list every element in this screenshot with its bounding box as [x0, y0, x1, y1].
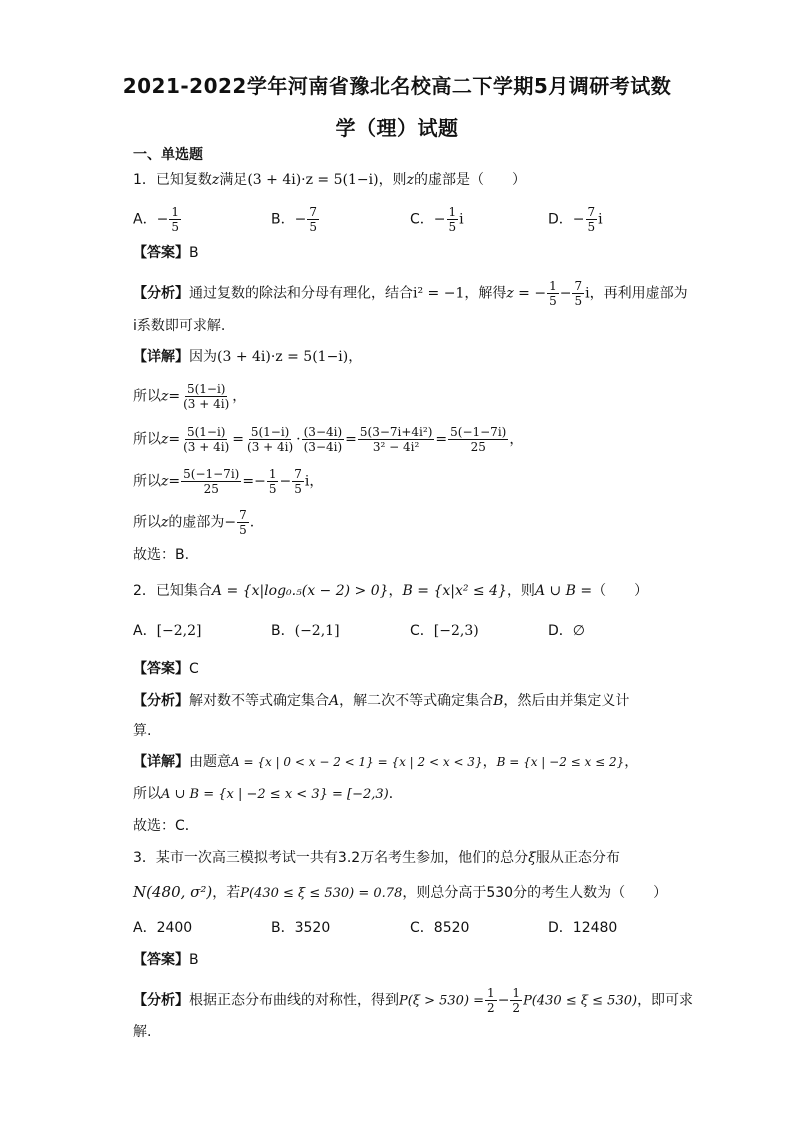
q2-conclusion: 故选：C． [133, 818, 199, 834]
so-text: 所以 [133, 514, 161, 531]
q3-normal-dist: N(480, σ²) [133, 883, 213, 901]
q2-option-a-value: [−2,2] [156, 623, 202, 639]
q1-analysis-cont: i系数即可求解. [133, 318, 226, 334]
frac-den: 5 [294, 482, 302, 496]
q3-option-a [133, 918, 192, 938]
q1-option-b-sign: − [294, 211, 307, 228]
analysis-set-b: B [493, 693, 504, 709]
q3-analysis [133, 986, 693, 1015]
frac-num: (3−4i) [303, 425, 343, 439]
step3-frac-2 [245, 425, 295, 454]
analysis-frac-1 [547, 279, 559, 308]
q3-stem-4: ，则总分高于530分的考生人数为（ ） [402, 885, 668, 901]
q2-set-a: A = {x|log₀.₅(x − 2) > 0} [211, 583, 389, 599]
q2-analysis-cont: 算. [133, 723, 152, 739]
eq-sign: = [168, 431, 181, 448]
step3-frac-1 [181, 425, 231, 454]
q3-stem-2: 服从正态分布 [535, 850, 620, 866]
frac-den: 25 [203, 482, 219, 496]
frac-den: (3 + 4i) [247, 440, 294, 454]
analysis-z: z = − [506, 285, 547, 302]
analysis-i: i [585, 285, 590, 302]
analysis-frac-2 [572, 279, 584, 308]
frac-den: 5 [448, 220, 457, 234]
q1-stem-c: ，则 [378, 172, 407, 188]
eq-sign: = [242, 473, 255, 490]
analysis-tag: 【分析】 [133, 285, 189, 302]
detail-equation-a: A = {x | 0 < x − 2 < 1} = {x | 2 < x < 3} [231, 755, 483, 769]
frac-num: 5(3−7i+4i²) [359, 425, 433, 439]
analysis-text-1: 解对数不等式确定集合 [189, 693, 329, 709]
step3-frac-5 [448, 425, 508, 454]
so-text: 所以 [133, 786, 161, 802]
q1-step-2 [133, 382, 246, 411]
frac-den: (3 + 4i) [183, 440, 230, 454]
q1-equation: (3 + 4i)·z = 5(1−i) [247, 172, 379, 188]
detail-sep: ， [482, 754, 497, 770]
q1-option-a-sign: − [156, 211, 169, 228]
step3-frac-4 [358, 425, 435, 454]
q1-option-a-frac [169, 205, 181, 234]
analysis-text-2: ，即可求 [637, 992, 694, 1009]
frac-den: 25 [470, 440, 486, 454]
answer-value: B [189, 952, 199, 968]
q2-option-d [548, 621, 585, 641]
q3-stem-line-2 [133, 882, 667, 904]
frac-num: 1 [549, 279, 557, 293]
detail-text-1: 因为 [189, 349, 217, 365]
q2-stem [133, 581, 648, 601]
frac-den: 3² − 4i² [372, 440, 420, 454]
q1-option-c-suffix: i [459, 211, 464, 228]
q1-option-b [271, 205, 320, 234]
q3-stem-line-1 [133, 848, 620, 868]
q1-stem [133, 170, 526, 190]
detail-tag: 【详解】 [133, 349, 189, 365]
frac-num: 5(1−i) [186, 425, 226, 439]
q3-answer [133, 950, 199, 970]
z-var: z [161, 514, 169, 531]
detail-equation-1: (3 + 4i)·z = 5(1−i) [217, 349, 349, 365]
answer-value: C [189, 661, 199, 677]
frac-den: 5 [549, 294, 557, 308]
q1-option-c [410, 205, 464, 234]
q1-var-2: z [406, 172, 414, 188]
analysis-set-a: A [329, 693, 340, 709]
q1-option-d-label: D． [548, 211, 573, 228]
q1-option-d-sign: − [572, 211, 585, 228]
q2-option-d-label: D． [548, 623, 573, 639]
q2-union-line [133, 784, 403, 805]
frac-den: 5 [587, 220, 596, 234]
eq-sign: = [345, 431, 357, 448]
q1-stem-b: 满足 [219, 172, 248, 188]
period: ． [388, 786, 403, 802]
q2-option-a-label: A． [133, 623, 157, 639]
q2-option-b-value: (−2,1] [294, 623, 340, 639]
q1-stem-d: 的虚部是（ ） [413, 172, 526, 188]
q3-option-b-value: 3520 [294, 920, 331, 936]
frac-num: 1 [487, 986, 495, 1000]
frac-num: 1 [512, 986, 521, 1000]
z-var: z [161, 388, 169, 405]
frac-den: (3 + 4i) [183, 397, 230, 411]
so-text: 所以 [133, 431, 161, 448]
detail-comma: ， [348, 349, 363, 365]
doc-title-line-2: 学（理）试题 [335, 116, 459, 140]
so-text: 所以 [133, 473, 161, 490]
q3-option-b-label: B． [271, 920, 295, 936]
q1-detail [133, 347, 362, 367]
answer-tag: 【答案】 [133, 952, 189, 968]
q2-option-b [271, 621, 340, 641]
frac-num: 5(−1−7i) [183, 467, 240, 481]
eq-sign: = [168, 473, 181, 490]
q3-probability: P(430 ≤ ξ ≤ 530) = 0.78 [240, 886, 403, 901]
q1-option-a-label: A． [133, 211, 157, 228]
minus: − [279, 473, 292, 490]
step3-frac-3 [302, 425, 345, 454]
answer-value: B [189, 245, 199, 261]
q2-set-b: B = {x|x² ≤ 4} [402, 583, 507, 599]
frac-num: 5(1−i) [186, 382, 226, 396]
step4-frac-2 [267, 467, 279, 496]
detail-end: ， [624, 754, 639, 770]
q2-option-a [133, 621, 202, 641]
q2-option-c-label: C． [410, 623, 434, 639]
frac-num: 7 [309, 205, 317, 219]
analysis-prob-2: P(430 ≤ ξ ≤ 530) [523, 993, 638, 1009]
q3-option-d-value: 12480 [572, 920, 618, 936]
q3-analysis-cont: 解. [133, 1024, 152, 1040]
frac-den: 5 [574, 294, 583, 308]
detail-tag: 【详解】 [133, 754, 189, 770]
q2-sep: ， [388, 583, 403, 599]
step4-frac-1 [181, 467, 241, 496]
analysis-text-1: 通过复数的除法和分母有理化，结合 [189, 285, 413, 302]
frac-num: 7 [239, 508, 247, 522]
q1-stem-a: 1．已知复数 [133, 172, 212, 188]
q3-xi: ξ [528, 850, 536, 866]
step4-frac-3 [292, 467, 304, 496]
q2-union: A ∪ B = [534, 583, 593, 599]
period: . [249, 514, 255, 531]
q2-option-d-value: ∅ [572, 623, 585, 639]
analysis-minus: − [497, 992, 510, 1009]
analysis-text-2: ，解得 [464, 285, 507, 302]
frac-den: 5 [239, 523, 247, 537]
analysis-text-3: ，然后由并集定义计 [503, 693, 630, 709]
q2-detail [133, 752, 638, 772]
q3-option-d-label: D． [548, 920, 573, 936]
q3-option-c [410, 918, 469, 938]
comma: ， [232, 388, 247, 405]
analysis-minus: − [559, 285, 572, 302]
q1-option-c-label: C． [410, 211, 434, 228]
q2-option-c-value: [−2,3) [433, 623, 479, 639]
detail-text-1: 由题意 [189, 754, 231, 770]
frac-num: 7 [587, 205, 596, 219]
minus: − [254, 473, 266, 490]
eq-sign: = [168, 388, 181, 405]
q2-option-c [410, 621, 479, 641]
q1-step-4 [133, 467, 323, 496]
eq-sign: = [232, 431, 245, 448]
analysis-tag: 【分析】 [133, 693, 189, 709]
so-text: 所以 [133, 388, 161, 405]
q3-stem-1: 3．某市一次高三模拟考试一共有3.2万名考生参加，他们的总分 [133, 850, 529, 866]
comma: ， [309, 473, 324, 490]
q3-stem-3: ，若 [212, 885, 241, 901]
minus: − [224, 514, 237, 531]
answer-tag: 【答案】 [133, 661, 189, 677]
frac-num: 5(−1−7i) [450, 425, 507, 439]
q1-step-3 [133, 425, 523, 454]
q1-option-a [133, 205, 182, 234]
q2-answer [133, 659, 199, 679]
imag-part-text: 的虚部为 [168, 514, 225, 531]
analysis-half-2 [510, 986, 522, 1015]
analysis-text-1: 根据正态分布曲线的对称性，得到 [189, 992, 399, 1009]
q1-var: z [211, 172, 220, 188]
q2-stem-c: （ ） [592, 583, 649, 599]
frac-den: 5 [309, 220, 317, 234]
q1-option-d-frac [586, 205, 598, 234]
frac-den: 2 [512, 1001, 521, 1015]
q2-option-b-label: B． [271, 623, 295, 639]
q1-option-d-suffix: i [598, 211, 603, 228]
frac-den: (3−4i) [303, 440, 343, 454]
frac-num: 7 [294, 467, 302, 481]
analysis-half-1 [485, 986, 497, 1015]
eq-sign: = [435, 431, 448, 448]
q2-analysis [133, 691, 629, 711]
frac-den: 5 [171, 220, 179, 234]
detail-equation-b: B = {x | −2 ≤ x ≤ 2} [496, 755, 625, 769]
q1-analysis [133, 279, 688, 308]
q3-option-c-value: 8520 [433, 920, 470, 936]
frac-num: 1 [268, 467, 277, 481]
q3-option-d [548, 918, 617, 938]
analysis-tag: 【分析】 [133, 992, 189, 1009]
q1-option-b-label: B． [271, 211, 295, 228]
q2-stem-b: ，则 [506, 583, 535, 599]
comma: ， [509, 431, 524, 448]
section-heading: 一、单选题 [133, 147, 203, 163]
dot: · [296, 431, 301, 448]
analysis-i-squared: i² = −1 [413, 285, 465, 302]
q2-stem-a: 2．已知集合 [133, 583, 212, 599]
q1-answer [133, 243, 199, 263]
z-var: z [161, 473, 169, 490]
answer-tag: 【答案】 [133, 245, 189, 261]
analysis-prob: P(ξ > 530) = [399, 993, 485, 1009]
q1-step-5 [133, 508, 254, 537]
detail-union: A ∪ B = {x | −2 ≤ x < 3} = [−2,3) [161, 787, 389, 802]
step5-frac [237, 508, 249, 537]
q1-option-c-sign: − [433, 211, 446, 228]
q3-option-c-label: C． [410, 920, 434, 936]
q1-option-d [548, 205, 603, 234]
z-var: z [161, 431, 169, 448]
q1-option-b-frac [307, 205, 319, 234]
frac-den: 5 [268, 482, 277, 496]
analysis-text-3: ，再利用虚部为 [589, 285, 688, 302]
q1-option-c-frac [447, 205, 459, 234]
q3-option-a-label: A． [133, 920, 157, 936]
doc-title-line-1: 2021-2022学年河南省豫北名校高二下学期5月调研考试数 [122, 74, 672, 98]
q3-option-a-value: 2400 [156, 920, 193, 936]
i-suffix: i [304, 473, 310, 490]
frac-num: 1 [448, 205, 457, 219]
frac-num: 7 [574, 279, 583, 293]
q1-conclusion: 故选：B. [133, 547, 190, 563]
step2-frac [181, 382, 231, 411]
analysis-text-2: ，解二次不等式确定集合 [339, 693, 494, 709]
frac-num: 5(1−i) [250, 425, 290, 439]
frac-num: 1 [171, 205, 179, 219]
q3-option-b [271, 918, 330, 938]
frac-den: 2 [487, 1001, 495, 1015]
